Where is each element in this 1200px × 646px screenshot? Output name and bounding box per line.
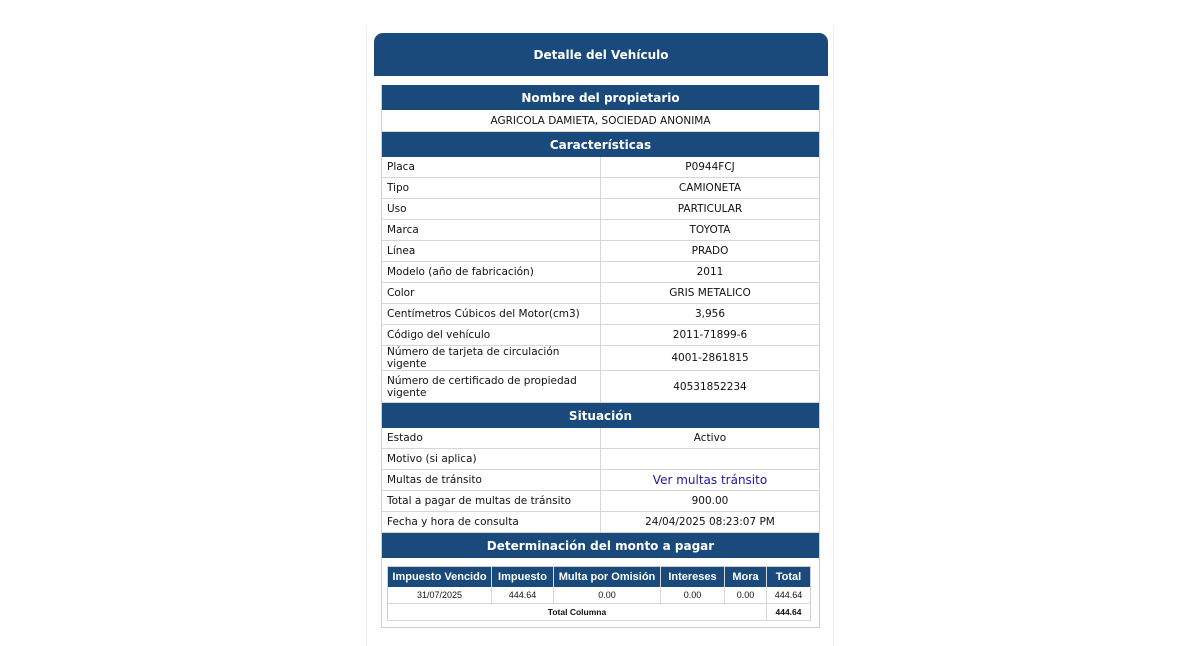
table-row: [382, 491, 819, 512]
fecha-consulta-value: 24/04/2025 08:23:07 PM: [601, 512, 820, 533]
table-row: [382, 470, 819, 491]
table-row: [382, 428, 819, 449]
total-column-value: 444.64: [767, 604, 811, 621]
cc-label: Centímetros Cúbicos del Motor(cm3): [382, 304, 601, 325]
vehicle-detail-content: [381, 85, 820, 628]
view-traffic-fines-link[interactable]: Ver multas tránsito: [652, 472, 768, 487]
uso-value: PARTICULAR: [601, 199, 820, 220]
col-intereses: Intereses: [661, 567, 725, 588]
codigo-label: Código del vehículo: [382, 325, 601, 346]
amount-header-row: [388, 567, 811, 588]
amount-table: [387, 566, 811, 621]
uso-label: Uso: [382, 199, 601, 220]
cc-value: 3,956: [601, 304, 820, 325]
intereses-cell: 0.00: [661, 587, 725, 604]
card-title: Detalle del Vehículo: [374, 33, 828, 76]
table-row: [382, 178, 819, 199]
table-row: [382, 512, 819, 533]
placa-label: Placa: [382, 157, 601, 178]
linea-label: Línea: [382, 241, 601, 262]
amount-heading: Determinación del monto a pagar: [382, 533, 819, 558]
placa-value: P0944FCJ: [601, 157, 820, 178]
motivo-label: Motivo (si aplica): [382, 449, 601, 470]
col-impuesto-vencido: Impuesto Vencido: [388, 567, 492, 588]
impuesto-cell: 444.64: [492, 587, 554, 604]
table-row: [382, 449, 819, 470]
fecha-consulta-label: Fecha y hora de consulta: [382, 512, 601, 533]
marca-label: Marca: [382, 220, 601, 241]
total-cell: 444.64: [767, 587, 811, 604]
table-row: [382, 304, 819, 325]
marca-value: TOYOTA: [601, 220, 820, 241]
certificado-label: Número de certificado de propiedad vigente: [382, 371, 601, 403]
certificado-value: 40531852234: [601, 371, 820, 403]
modelo-label: Modelo (año de fabricación): [382, 262, 601, 283]
table-row: [382, 199, 819, 220]
codigo-value: 2011-71899-6: [601, 325, 820, 346]
table-row: [382, 262, 819, 283]
multa-omision-cell: 0.00: [554, 587, 661, 604]
vehicle-detail-card: [366, 26, 834, 646]
tarjeta-label: Número de tarjeta de circulación vigente: [382, 346, 601, 371]
mora-cell: 0.00: [725, 587, 767, 604]
multas-cell: [601, 470, 820, 491]
owner-heading: Nombre del propietario: [382, 85, 819, 110]
situation-heading: Situación: [382, 403, 819, 428]
color-value: GRIS METALICO: [601, 283, 820, 304]
situation-table: [382, 428, 819, 533]
table-row: [388, 587, 811, 604]
table-row: [382, 283, 819, 304]
table-row: [382, 371, 819, 403]
table-row: [382, 220, 819, 241]
impuesto-vencido-cell: 31/07/2025: [388, 587, 492, 604]
col-mora: Mora: [725, 567, 767, 588]
tipo-value: CAMIONETA: [601, 178, 820, 199]
tipo-label: Tipo: [382, 178, 601, 199]
table-row: [382, 346, 819, 371]
multas-label: Multas de tránsito: [382, 470, 601, 491]
total-multas-label: Total a pagar de multas de tránsito: [382, 491, 601, 512]
col-impuesto: Impuesto: [492, 567, 554, 588]
characteristics-table: [382, 157, 819, 403]
total-row: [388, 604, 811, 621]
table-row: [382, 241, 819, 262]
table-row: [382, 325, 819, 346]
col-multa-omision: Multa por Omisión: [554, 567, 661, 588]
total-multas-value: 900.00: [601, 491, 820, 512]
tarjeta-value: 4001-2861815: [601, 346, 820, 371]
modelo-value: 2011: [601, 262, 820, 283]
estado-label: Estado: [382, 428, 601, 449]
amount-section: [382, 558, 819, 627]
characteristics-heading: Características: [382, 132, 819, 157]
motivo-value: [601, 449, 820, 470]
owner-name: AGRICOLA DAMIETA, SOCIEDAD ANONIMA: [382, 110, 819, 132]
table-row: [382, 157, 819, 178]
estado-value: Activo: [601, 428, 820, 449]
col-total: Total: [767, 567, 811, 588]
color-label: Color: [382, 283, 601, 304]
linea-value: PRADO: [601, 241, 820, 262]
total-column-label: Total Columna: [388, 604, 767, 621]
